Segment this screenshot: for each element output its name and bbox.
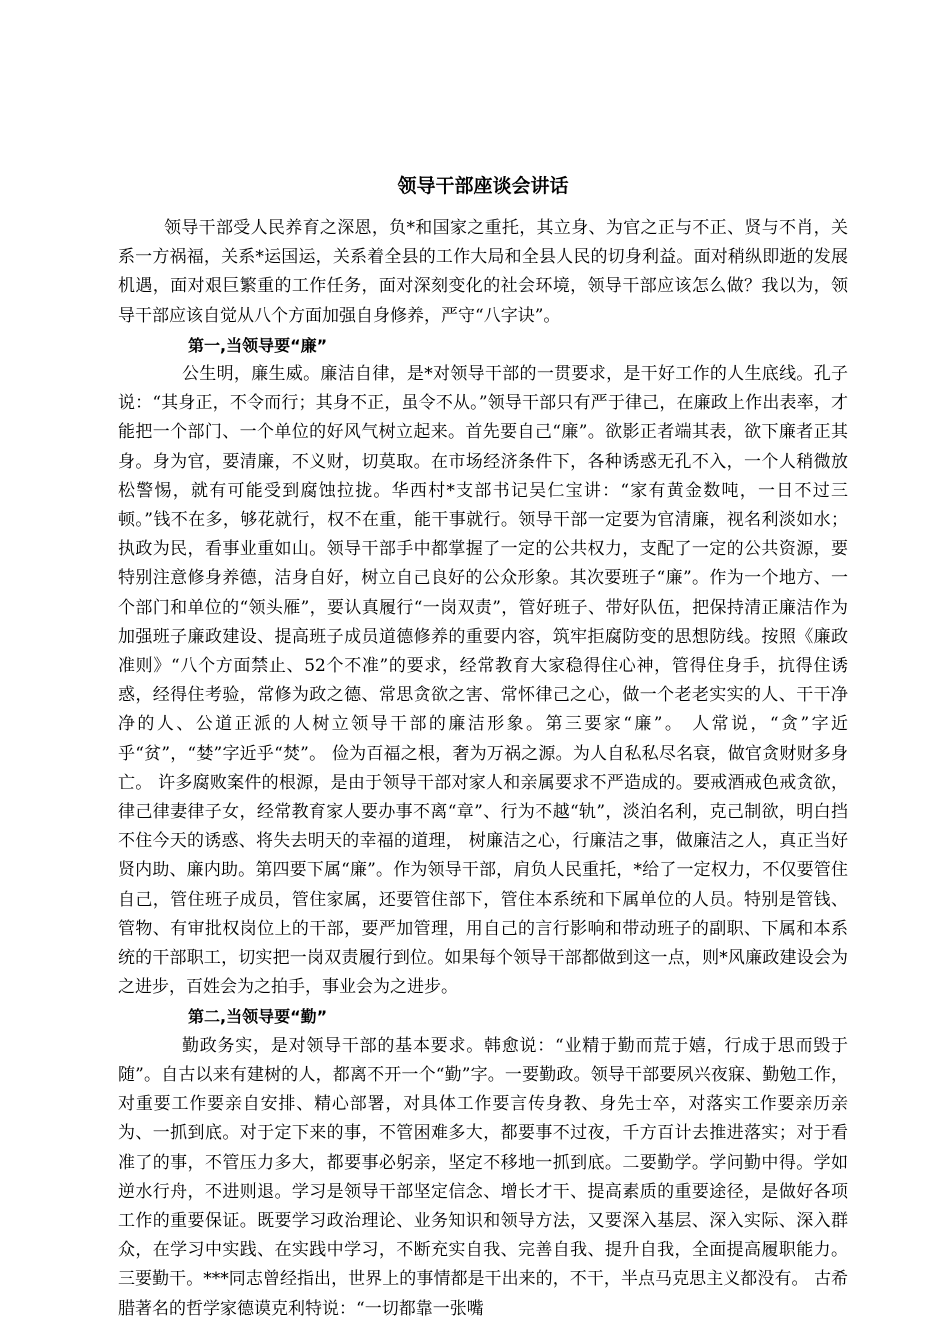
section-2-body: 勤政务实，是对领导干部的基本要求。韩愈说：“业精于勤而荒于嬉，行成于思而毁于随”。自古以来有建树的人，都离不开一个“勤”字。一要勤政。领导干部要夙兴夜寐、勤勉工作，对重要工作要亲自安排、精心部署，对具体工作要言传身教、身先士卒，对落实工作要亲历亲为、一抓到底。对于定下来的事，不管困难多大，都要事不过夜，千方百计去推进落实；对于看准了的事，不管压力多大，都要事必躬亲，坚定不移地一抓到底。二要勤学。学问勤中得。学如逆水行舟，不进则退。学习是领导干部坚定信念、增长才干、提高素质的重要途径，是做好各项工作的重要保证。既要学习政治理论、业务知识和领导方法，又要深入基层、深入实际、深入群众，在学习中实践、在实践中学习，不断充实自我、完善自我、提升自我，全面提高履职能力。三要勤干。***同志曾经指出，世界上的事情都是干出来的，不干，半点马克思主义都没有。 古希腊著名的哲学家德谟克利特说：“一切都靠一张嘴 (118, 1035, 848, 1319)
section-1-body: 公生明，廉生威。廉洁自律，是*对领导干部的一贯要求，是干好工作的人生底线。孔子说：“其身正，不令而行；其身不正，虽令不从。”领导干部只有严于律己，在廉政上作出表率，才能把一个部门、一个单位的好风气树立起来。首先要自己“廉”。欲影正者端其表，欲下廉者正其身。身为官，要清廉，不义财，切莫取。在市场经济条件下，各种诱惑无孔不入，一个人稍微放松警惕，就有可能受到腐蚀拉拢。华西村*支部书记吴仁宝讲：“家有黄金数吨，一日不过三顿。”钱不在多，够花就行，权不在重，能干事就行。领导干部一定要为官清廉，视名利淡如水；执政为民，看事业重如山。领导干部手中都掌握了一定的公共权力，支配了一定的公共资源，要特别注意修身养德，洁身自好，树立自己良好的公众形象。其次要班子“廉”。作为一个地方、一个部门和单位的“领头雁”，要认真履行“一岗双责”，管好班子、带好队伍，把保持清正廉洁作为加强班子廉政建设、提高班子成员道德修养的重要内容，筑牢拒腐防变的思想防线。按照《廉政准则》“八个方面禁止、52个不准”的要求，经常教育大家稳得住心神，管得住身手，抗得住诱惑，经得住考验，常修为政之德、常思贪欲之害、常怀律己之心，做一个老老实实的人、干干净净的人、公道正派的人树立领导干部的廉洁形象。第三要家“廉”。 人常说，“贪”字近乎“贫”，“婪”字近乎“焚”。 俭为百福之根，奢为万祸之源。为人自私私尽名衰，做官贪财财多身亡。 许多腐败案件的根源，是由于领导干部对家人和亲属要求不严造成的。要戒酒戒色戒贪欲，律己律妻律子女，经常教育家人要办事不离“章”、行为不越“轨”，淡泊名利，克己制欲，明白挡不住今天的诱惑、将失去明天的幸福的道理， 树廉洁之心，行廉洁之事，做廉洁之人，真正当好贤内助、廉内助。第四要下属“廉”。作为领导干部，肩负人民重托，*给了一定权力，不仅要管住自己，管住班子成员，管住家属，还要管住部下，管住本系统和下属单位的人员。特别是管钱、管物、有审批权岗位上的干部，要严加管理，用自己的言行影响和带动班子的副职、下属和本系统的干部职工，切实把一岗双责履行到位。如果每个领导干部都做到这一点，则*风廉政建设会为之进步，百姓会为之拍手，事业会为之进步。 (118, 364, 848, 998)
section-2-heading: 第二,当领导要“勤” (188, 1007, 328, 1027)
document-title: 领导干部座谈会讲话 (397, 175, 569, 197)
intro-paragraph: 领导干部受人民养育之深恩，负*和国家之重托，其立身、为官之正与不正、贤与不肖，关系一方祸福，关系*运国运，关系着全县的工作大局和全县人民的切身利益。面对稍纵即逝的发展机遇，面对艰巨繁重的工作任务，面对深刻变化的社会环境，领导干部应该怎么做？我以为，领导干部应该自觉从八个方面加强自身修养，严守“八字诀”。 (118, 218, 848, 326)
section-1-heading: 第一,当领导要“廉” (188, 335, 328, 355)
document-page (118, 172, 848, 1324)
